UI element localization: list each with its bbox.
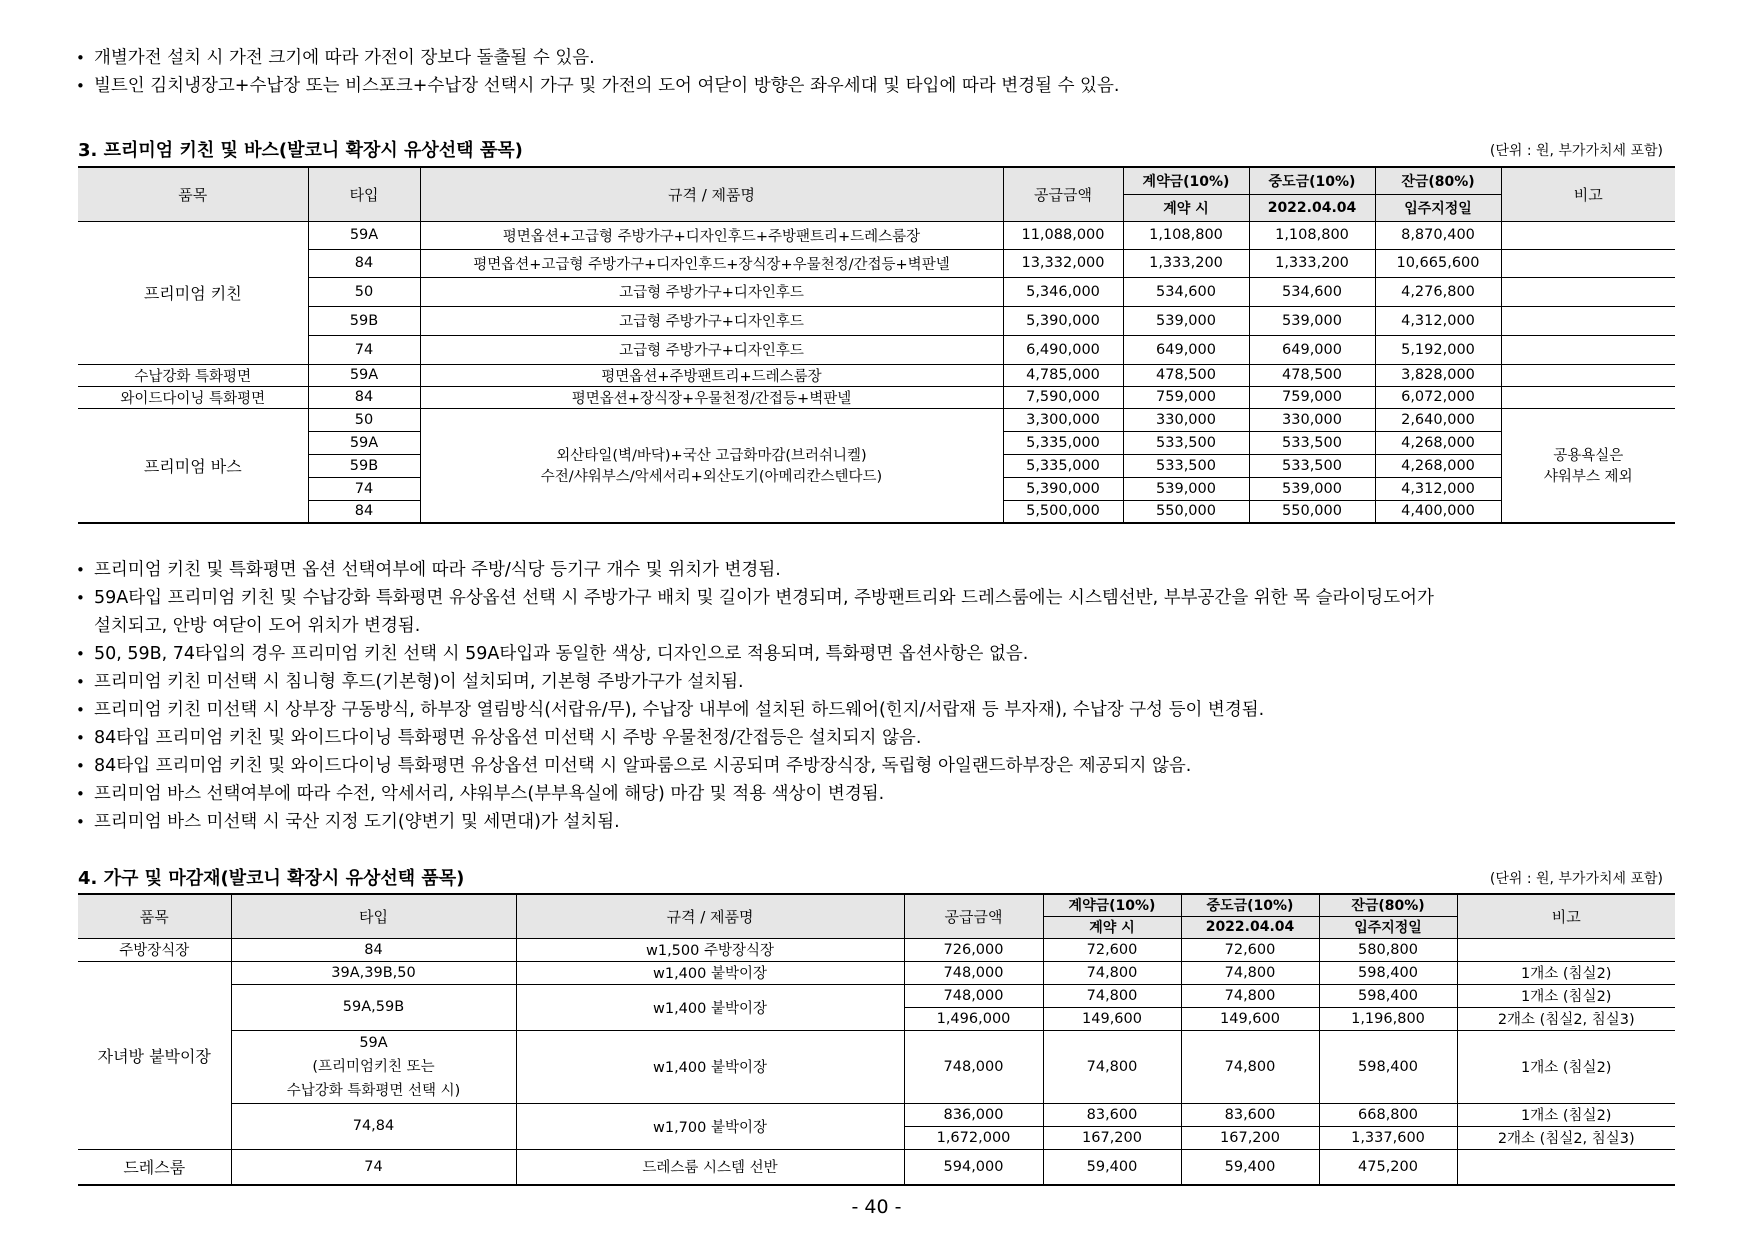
header-note: 비고	[1501, 167, 1675, 221]
cell-contract: 539,000	[1123, 477, 1249, 500]
cell-contract: 478,500	[1123, 364, 1249, 386]
note-item: • 개별가전 설치 시 가전 크기에 따라 가전이 장보다 돌출될 수 있음.	[76, 44, 1676, 72]
group-label: 자녀방 붙박이장	[78, 961, 231, 1149]
cell-balance: 5,192,000	[1375, 335, 1501, 364]
table-row	[78, 408, 1675, 431]
note-item: • 빌트인 김치냉장고+수납장 또는 비스포크+수납장 선택시 가구 및 가전의 도어 여닫이 방향은 좌우세대 및 타입에 따라 변경될 수 있음.	[76, 72, 1676, 100]
cell-contract: 330,000	[1123, 408, 1249, 431]
bath-spec-line: 외산타일(벽/바닥)+국산 고급화마감(브러쉬니켈)	[556, 448, 867, 465]
cell-balance: 580,800	[1319, 938, 1457, 961]
cell-balance: 4,268,000	[1375, 431, 1501, 454]
cell-middle: 1,333,200	[1249, 249, 1375, 277]
cell-supply: 11,088,000	[1003, 221, 1123, 249]
table-row	[78, 1103, 1675, 1126]
group-label: 수납강화 특화평면	[78, 364, 308, 386]
header-supply: 공급금액	[904, 894, 1043, 938]
cell-type: 50	[308, 277, 420, 306]
header-spec: 규격 / 제품명	[420, 167, 1003, 221]
cell-middle: 539,000	[1249, 306, 1375, 335]
cell-contract: 550,000	[1123, 500, 1249, 523]
cell-type: 59B	[308, 306, 420, 335]
cell-note	[1501, 306, 1675, 335]
cell-middle: 83,600	[1181, 1103, 1319, 1126]
note-item: • 프리미엄 키친 미선택 시 상부장 구동방식, 하부장 열림방식(서랍유/무), 수납장 내부에 설치된 하드웨어(힌지/서랍재 등 부자재), 수납장 구성 등이 변경됨.	[76, 696, 1676, 724]
cell-note	[1501, 221, 1675, 249]
cell-supply: 594,000	[904, 1149, 1043, 1185]
cell-contract: 534,600	[1123, 277, 1249, 306]
cell-balance: 1,337,600	[1319, 1126, 1457, 1149]
note-item: • 59A타입 프리미엄 키친 및 수납강화 특화평면 유상옵션 선택 시 주방가구 배치 및 길이가 변경되며, 주방팬트리와 드레스룸에는 시스템선반, 부부공간을 위한 목 슬라이딩도어가	[76, 584, 1676, 612]
section4-unit: (단위 : 원, 부가가치세 포함)	[1489, 871, 1663, 887]
cell-supply: 1,496,000	[904, 1007, 1043, 1030]
cell-middle: 478,500	[1249, 364, 1375, 386]
header-item: 품목	[78, 894, 231, 938]
header-item: 품목	[78, 167, 308, 221]
premium-kitchen-bath-table	[78, 166, 1675, 524]
table-row	[78, 364, 1675, 386]
cell-type: 59B	[308, 454, 420, 477]
mid-notes	[76, 556, 1676, 836]
cell-balance: 4,312,000	[1375, 306, 1501, 335]
cell-type: 74	[308, 477, 420, 500]
table-row	[78, 1149, 1675, 1185]
cell-contract: 74,800	[1043, 1030, 1181, 1103]
table-row	[78, 335, 1675, 364]
cell-note: 1개소 (침실2)	[1457, 961, 1675, 984]
cell-supply: 5,346,000	[1003, 277, 1123, 306]
cell-type: 50	[308, 408, 420, 431]
cell-spec: w1,400 붙박이장	[516, 1030, 904, 1103]
cell-spec: 평면옵션+고급형 주방가구+디자인후드+주방팬트리+드레스룸장	[420, 221, 1003, 249]
cell-spec: 평면옵션+고급형 주방가구+디자인후드+장식장+우물천정/간접등+벽판넬	[420, 249, 1003, 277]
header-middle: 중도금(10%)	[1181, 894, 1319, 916]
cell-note: 2개소 (침실2, 침실3)	[1457, 1126, 1675, 1149]
note-item: • 프리미엄 바스 미선택 시 국산 지정 도기(양변기 및 세면대)가 설치됨.	[76, 808, 1676, 836]
cell-contract: 74,800	[1043, 961, 1181, 984]
bath-note-line: 샤워부스 제외	[1543, 469, 1633, 486]
cell-contract: 74,800	[1043, 984, 1181, 1007]
group-label: 프리미엄 키친	[78, 221, 308, 364]
cell-contract: 72,600	[1043, 938, 1181, 961]
header-balance: 잔금(80%)	[1375, 167, 1501, 194]
cell-supply: 4,785,000	[1003, 364, 1123, 386]
cell-middle: 533,500	[1249, 454, 1375, 477]
cell-middle: 649,000	[1249, 335, 1375, 364]
cell-supply: 5,500,000	[1003, 500, 1123, 523]
cell-type: 59A	[308, 221, 420, 249]
top-notes	[76, 44, 1676, 100]
cell-note: 1개소 (침실2)	[1457, 1030, 1675, 1103]
cell-balance: 668,800	[1319, 1103, 1457, 1126]
cell-type: 59A,59B	[231, 984, 516, 1030]
cell-contract: 649,000	[1123, 335, 1249, 364]
cell-type: 74,84	[231, 1103, 516, 1149]
cell-spec: 평면옵션+장식장+우물천정/간접등+벽판넬	[420, 386, 1003, 408]
header-type: 타입	[308, 167, 420, 221]
header-type: 타입	[231, 894, 516, 938]
cell-spec: 고급형 주방가구+디자인후드	[420, 277, 1003, 306]
cell-note	[1501, 335, 1675, 364]
cell-contract: 149,600	[1043, 1007, 1181, 1030]
cell-contract: 83,600	[1043, 1103, 1181, 1126]
bath-spec-line: 수전/샤워부스/악세서리+외산도기(아메리칸스텐다드)	[540, 469, 883, 486]
cell-supply: 5,390,000	[1003, 477, 1123, 500]
table-row	[78, 386, 1675, 408]
group-label: 와이드다이닝 특화평면	[78, 386, 308, 408]
cell-contract: 1,333,200	[1123, 249, 1249, 277]
table-row	[78, 249, 1675, 277]
cell-note	[1501, 249, 1675, 277]
header-supply: 공급금액	[1003, 167, 1123, 221]
cell-balance: 1,196,800	[1319, 1007, 1457, 1030]
cell-note	[1501, 277, 1675, 306]
cell-spec: 고급형 주방가구+디자인후드	[420, 335, 1003, 364]
cell-middle: 72,600	[1181, 938, 1319, 961]
cell-spec: w1,400 붙박이장	[516, 984, 904, 1030]
note-item: • 84타입 프리미엄 키친 및 와이드다이닝 특화평면 유상옵션 미선택 시 주방 우물천정/간접등은 설치되지 않음.	[76, 724, 1676, 752]
note-item: • 프리미엄 바스 선택여부에 따라 수전, 악세서리, 샤워부스(부부욕실에 해당) 마감 및 적용 색상이 변경됨.	[76, 780, 1676, 808]
cell-note	[1501, 386, 1675, 408]
cell-middle: 59,400	[1181, 1149, 1319, 1185]
cell-spec	[420, 408, 1003, 523]
cell-spec: w1,700 붙박이장	[516, 1103, 904, 1149]
cell-middle: 149,600	[1181, 1007, 1319, 1030]
header-middle: 중도금(10%)	[1249, 167, 1375, 194]
cell-middle: 74,800	[1181, 1030, 1319, 1103]
cell-supply: 726,000	[904, 938, 1043, 961]
cell-supply: 5,335,000	[1003, 454, 1123, 477]
header-contract: 계약금(10%)	[1123, 167, 1249, 194]
cell-contract: 167,200	[1043, 1126, 1181, 1149]
cell-type: 59A	[308, 431, 420, 454]
cell-item: 드레스룸	[78, 1149, 231, 1185]
cell-type	[231, 1030, 516, 1103]
cell-balance: 8,870,400	[1375, 221, 1501, 249]
cell-middle: 534,600	[1249, 277, 1375, 306]
cell-contract: 533,500	[1123, 431, 1249, 454]
cell-type: 74	[308, 335, 420, 364]
group-label: 프리미엄 바스	[78, 408, 308, 523]
cell-note	[1501, 408, 1675, 523]
cell-balance: 10,665,600	[1375, 249, 1501, 277]
cell-supply: 5,335,000	[1003, 431, 1123, 454]
cell-supply: 5,390,000	[1003, 306, 1123, 335]
cell-middle: 330,000	[1249, 408, 1375, 431]
cell-type: 74	[231, 1149, 516, 1185]
cell-type: 84	[231, 938, 516, 961]
note-item: • 84타입 프리미엄 키친 및 와이드다이닝 특화평면 유상옵션 미선택 시 알파룸으로 시공되며 주방장식장, 독립형 아일랜드하부장은 제공되지 않음.	[76, 752, 1676, 780]
cell-middle: 533,500	[1249, 431, 1375, 454]
cell-middle: 539,000	[1249, 477, 1375, 500]
cell-spec: 드레스룸 시스템 선반	[516, 1149, 904, 1185]
cell-balance: 598,400	[1319, 984, 1457, 1007]
header-middle-sub: 2022.04.04	[1249, 194, 1375, 221]
cell-supply: 836,000	[904, 1103, 1043, 1126]
header-balance-sub: 입주지정일	[1319, 916, 1457, 938]
cell-middle: 1,108,800	[1249, 221, 1375, 249]
header-middle-sub: 2022.04.04	[1181, 916, 1319, 938]
cell-contract: 759,000	[1123, 386, 1249, 408]
note-item-continued: 설치되고, 안방 여닫이 도어 위치가 변경됨.	[94, 616, 421, 636]
furniture-finish-table	[78, 893, 1675, 1186]
table-row	[78, 961, 1675, 984]
cell-balance: 475,200	[1319, 1149, 1457, 1185]
cell-note	[1457, 1149, 1675, 1185]
cell-supply: 748,000	[904, 961, 1043, 984]
page-number: - 40 -	[851, 1196, 902, 1218]
cell-supply: 3,300,000	[1003, 408, 1123, 431]
cell-middle: 74,800	[1181, 961, 1319, 984]
cell-contract: 1,108,800	[1123, 221, 1249, 249]
cell-balance: 598,400	[1319, 1030, 1457, 1103]
table-row	[78, 984, 1675, 1007]
header-spec: 규격 / 제품명	[516, 894, 904, 938]
cell-contract: 533,500	[1123, 454, 1249, 477]
header-contract-sub: 계약 시	[1123, 194, 1249, 221]
cell-balance: 598,400	[1319, 961, 1457, 984]
header-balance: 잔금(80%)	[1319, 894, 1457, 916]
cell-note	[1457, 938, 1675, 961]
cell-balance: 6,072,000	[1375, 386, 1501, 408]
cell-supply: 748,000	[904, 1030, 1043, 1103]
cell-supply: 748,000	[904, 984, 1043, 1007]
header-note: 비고	[1457, 894, 1675, 938]
cell-balance: 4,268,000	[1375, 454, 1501, 477]
cell-type: 84	[308, 249, 420, 277]
cell-spec: w1,400 붙박이장	[516, 961, 904, 984]
type-line: (프리미엄키친 또는	[312, 1058, 435, 1075]
cell-middle: 74,800	[1181, 984, 1319, 1007]
header-contract: 계약금(10%)	[1043, 894, 1181, 916]
cell-type: 84	[308, 386, 420, 408]
cell-balance: 3,828,000	[1375, 364, 1501, 386]
table-row	[78, 277, 1675, 306]
cell-balance: 4,400,000	[1375, 500, 1501, 523]
bath-note-line: 공용욕실은	[1553, 448, 1624, 465]
section4-title: 4. 가구 및 마감재(발코니 확장시 유상선택 품목)	[78, 868, 465, 889]
header-contract-sub: 계약 시	[1043, 916, 1181, 938]
cell-middle: 550,000	[1249, 500, 1375, 523]
table-row	[78, 306, 1675, 335]
table-row	[78, 221, 1675, 249]
table-row	[78, 1030, 1675, 1103]
cell-balance: 4,312,000	[1375, 477, 1501, 500]
cell-spec: w1,500 주방장식장	[516, 938, 904, 961]
cell-middle: 167,200	[1181, 1126, 1319, 1149]
cell-note: 2개소 (침실2, 침실3)	[1457, 1007, 1675, 1030]
cell-spec: 평면옵션+주방팬트리+드레스룸장	[420, 364, 1003, 386]
section3-title: 3. 프리미엄 키친 및 바스(발코니 확장시 유상선택 품목)	[78, 140, 523, 161]
cell-item: 주방장식장	[78, 938, 231, 961]
note-item: • 50, 59B, 74타입의 경우 프리미엄 키친 선택 시 59A타입과 동일한 색상, 디자인으로 적용되며, 특화평면 옵션사항은 없음.	[76, 640, 1676, 668]
cell-spec: 고급형 주방가구+디자인후드	[420, 306, 1003, 335]
header-balance-sub: 입주지정일	[1375, 194, 1501, 221]
cell-note: 1개소 (침실2)	[1457, 1103, 1675, 1126]
cell-note: 1개소 (침실2)	[1457, 984, 1675, 1007]
type-line: 59A	[359, 1034, 388, 1051]
section3-unit: (단위 : 원, 부가가치세 포함)	[1489, 143, 1663, 159]
cell-supply: 1,672,000	[904, 1126, 1043, 1149]
cell-note	[1501, 364, 1675, 386]
cell-contract: 59,400	[1043, 1149, 1181, 1185]
cell-contract: 539,000	[1123, 306, 1249, 335]
cell-type: 39A,39B,50	[231, 961, 516, 984]
type-line: 수납강화 특화평면 선택 시)	[286, 1082, 461, 1099]
cell-supply: 6,490,000	[1003, 335, 1123, 364]
cell-type: 59A	[308, 364, 420, 386]
note-item: • 프리미엄 키친 미선택 시 침니형 후드(기본형)이 설치되며, 기본형 주방가구가 설치됨.	[76, 668, 1676, 696]
note-item: • 프리미엄 키친 및 특화평면 옵션 선택여부에 따라 주방/식당 등기구 개수 및 위치가 변경됨.	[76, 556, 1676, 584]
cell-type: 84	[308, 500, 420, 523]
cell-balance: 4,276,800	[1375, 277, 1501, 306]
cell-balance: 2,640,000	[1375, 408, 1501, 431]
cell-supply: 7,590,000	[1003, 386, 1123, 408]
table-row	[78, 938, 1675, 961]
cell-supply: 13,332,000	[1003, 249, 1123, 277]
cell-middle: 759,000	[1249, 386, 1375, 408]
